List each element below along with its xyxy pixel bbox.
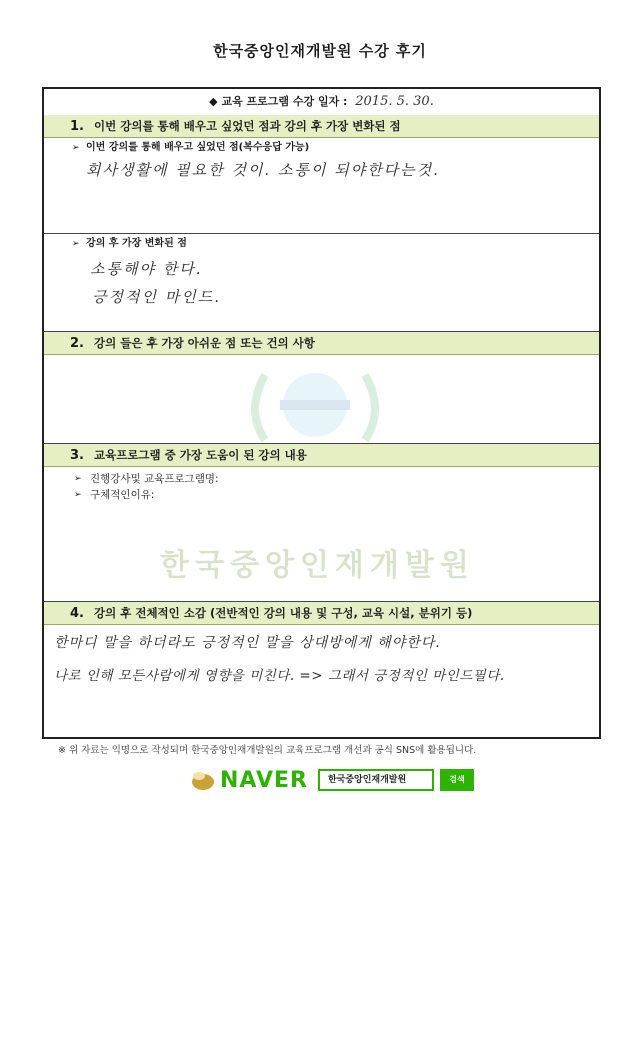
section-1 — [44, 115, 599, 233]
date-row — [44, 89, 599, 116]
section-2-number: 2. — [70, 336, 84, 351]
section-1-sub2 — [44, 236, 599, 252]
section-3-heading: 교육프로그램 중 가장 도움이 된 강의 내용 — [94, 448, 307, 462]
section-1-heading: 이번 강의를 통해 배우고 싶었던 점과 강의 후 가장 변화된 점 — [94, 119, 401, 133]
section-1-answer2-line2: 긍정적인 마인드. — [92, 288, 221, 306]
naver-search-button[interactable]: 검색 — [440, 769, 474, 791]
emblem-watermark — [225, 360, 405, 460]
section-4-heading: 강의 후 전체적인 소감 (전반적인 강의 내용 및 구성, 교육 시설, 분위기 등) — [94, 606, 473, 620]
naver-search-input[interactable]: 한국중앙인재개발원 — [318, 769, 434, 791]
section-1-sub1-label: 이번 강의를 통해 배우고 싶었던 점(복수응답 가능) — [86, 142, 310, 153]
section-4 — [44, 601, 599, 738]
arrow-icon: ➢ — [74, 474, 82, 484]
date-label: ◆ 교육 프로그램 수강 일자 : — [209, 95, 348, 108]
section-4-number: 4. — [70, 606, 84, 621]
section-1-answer2-line1: 소통해야 한다. — [90, 260, 203, 278]
section-4-answer-line2: 나로 인해 모든사람에게 영향을 미친다. => 그래서 긍정적인 마인드필다. — [54, 668, 505, 684]
section-1-sub2-label: 강의 후 가장 변화된 점 — [86, 238, 187, 249]
section-3-number: 3. — [70, 448, 84, 463]
section-1-change — [44, 233, 599, 332]
arrow-icon: ➢ — [74, 490, 82, 500]
section-1-header — [44, 115, 599, 138]
section-1-number: 1. — [70, 119, 84, 134]
section-4-header — [44, 602, 599, 625]
naver-bird-icon — [190, 768, 216, 792]
section-3-item1-label: 진행강사및 교육프로그램명: — [90, 473, 219, 485]
watermark-text: 한국중앙인재개발원 — [160, 548, 475, 583]
naver-search-banner — [190, 766, 474, 794]
arrow-icon: ➢ — [72, 143, 80, 153]
arrow-icon: ➢ — [72, 239, 80, 249]
section-4-answer-line1: 한마디 말을 하더라도 긍정적인 말을 상대방에게 해야한다. — [54, 635, 441, 651]
footnote: ※ 위 자료는 익명으로 작성되며 한국중앙인재개발원의 교육프로그램 개선과 공식 SNS에 활용됩니다. — [58, 745, 477, 756]
section-2-heading: 강의 들은 후 가장 아쉬운 점 또는 건의 사항 — [94, 336, 315, 350]
naver-logo: NAVER — [220, 767, 308, 793]
page-title: 한국중앙인재개발원 수강 후기 — [213, 42, 427, 60]
section-2-header — [44, 332, 599, 355]
date-value: 2015. 5. 30. — [355, 94, 434, 109]
section-1-answer1: 회사생활에 필요한 것이. 소통이 되야한다는것. — [86, 161, 440, 179]
section-3-item2 — [44, 487, 599, 503]
section-3-item2-label: 구체적인이유: — [90, 489, 155, 501]
section-3-item1 — [44, 471, 599, 487]
section-1-sub1 — [44, 140, 599, 156]
